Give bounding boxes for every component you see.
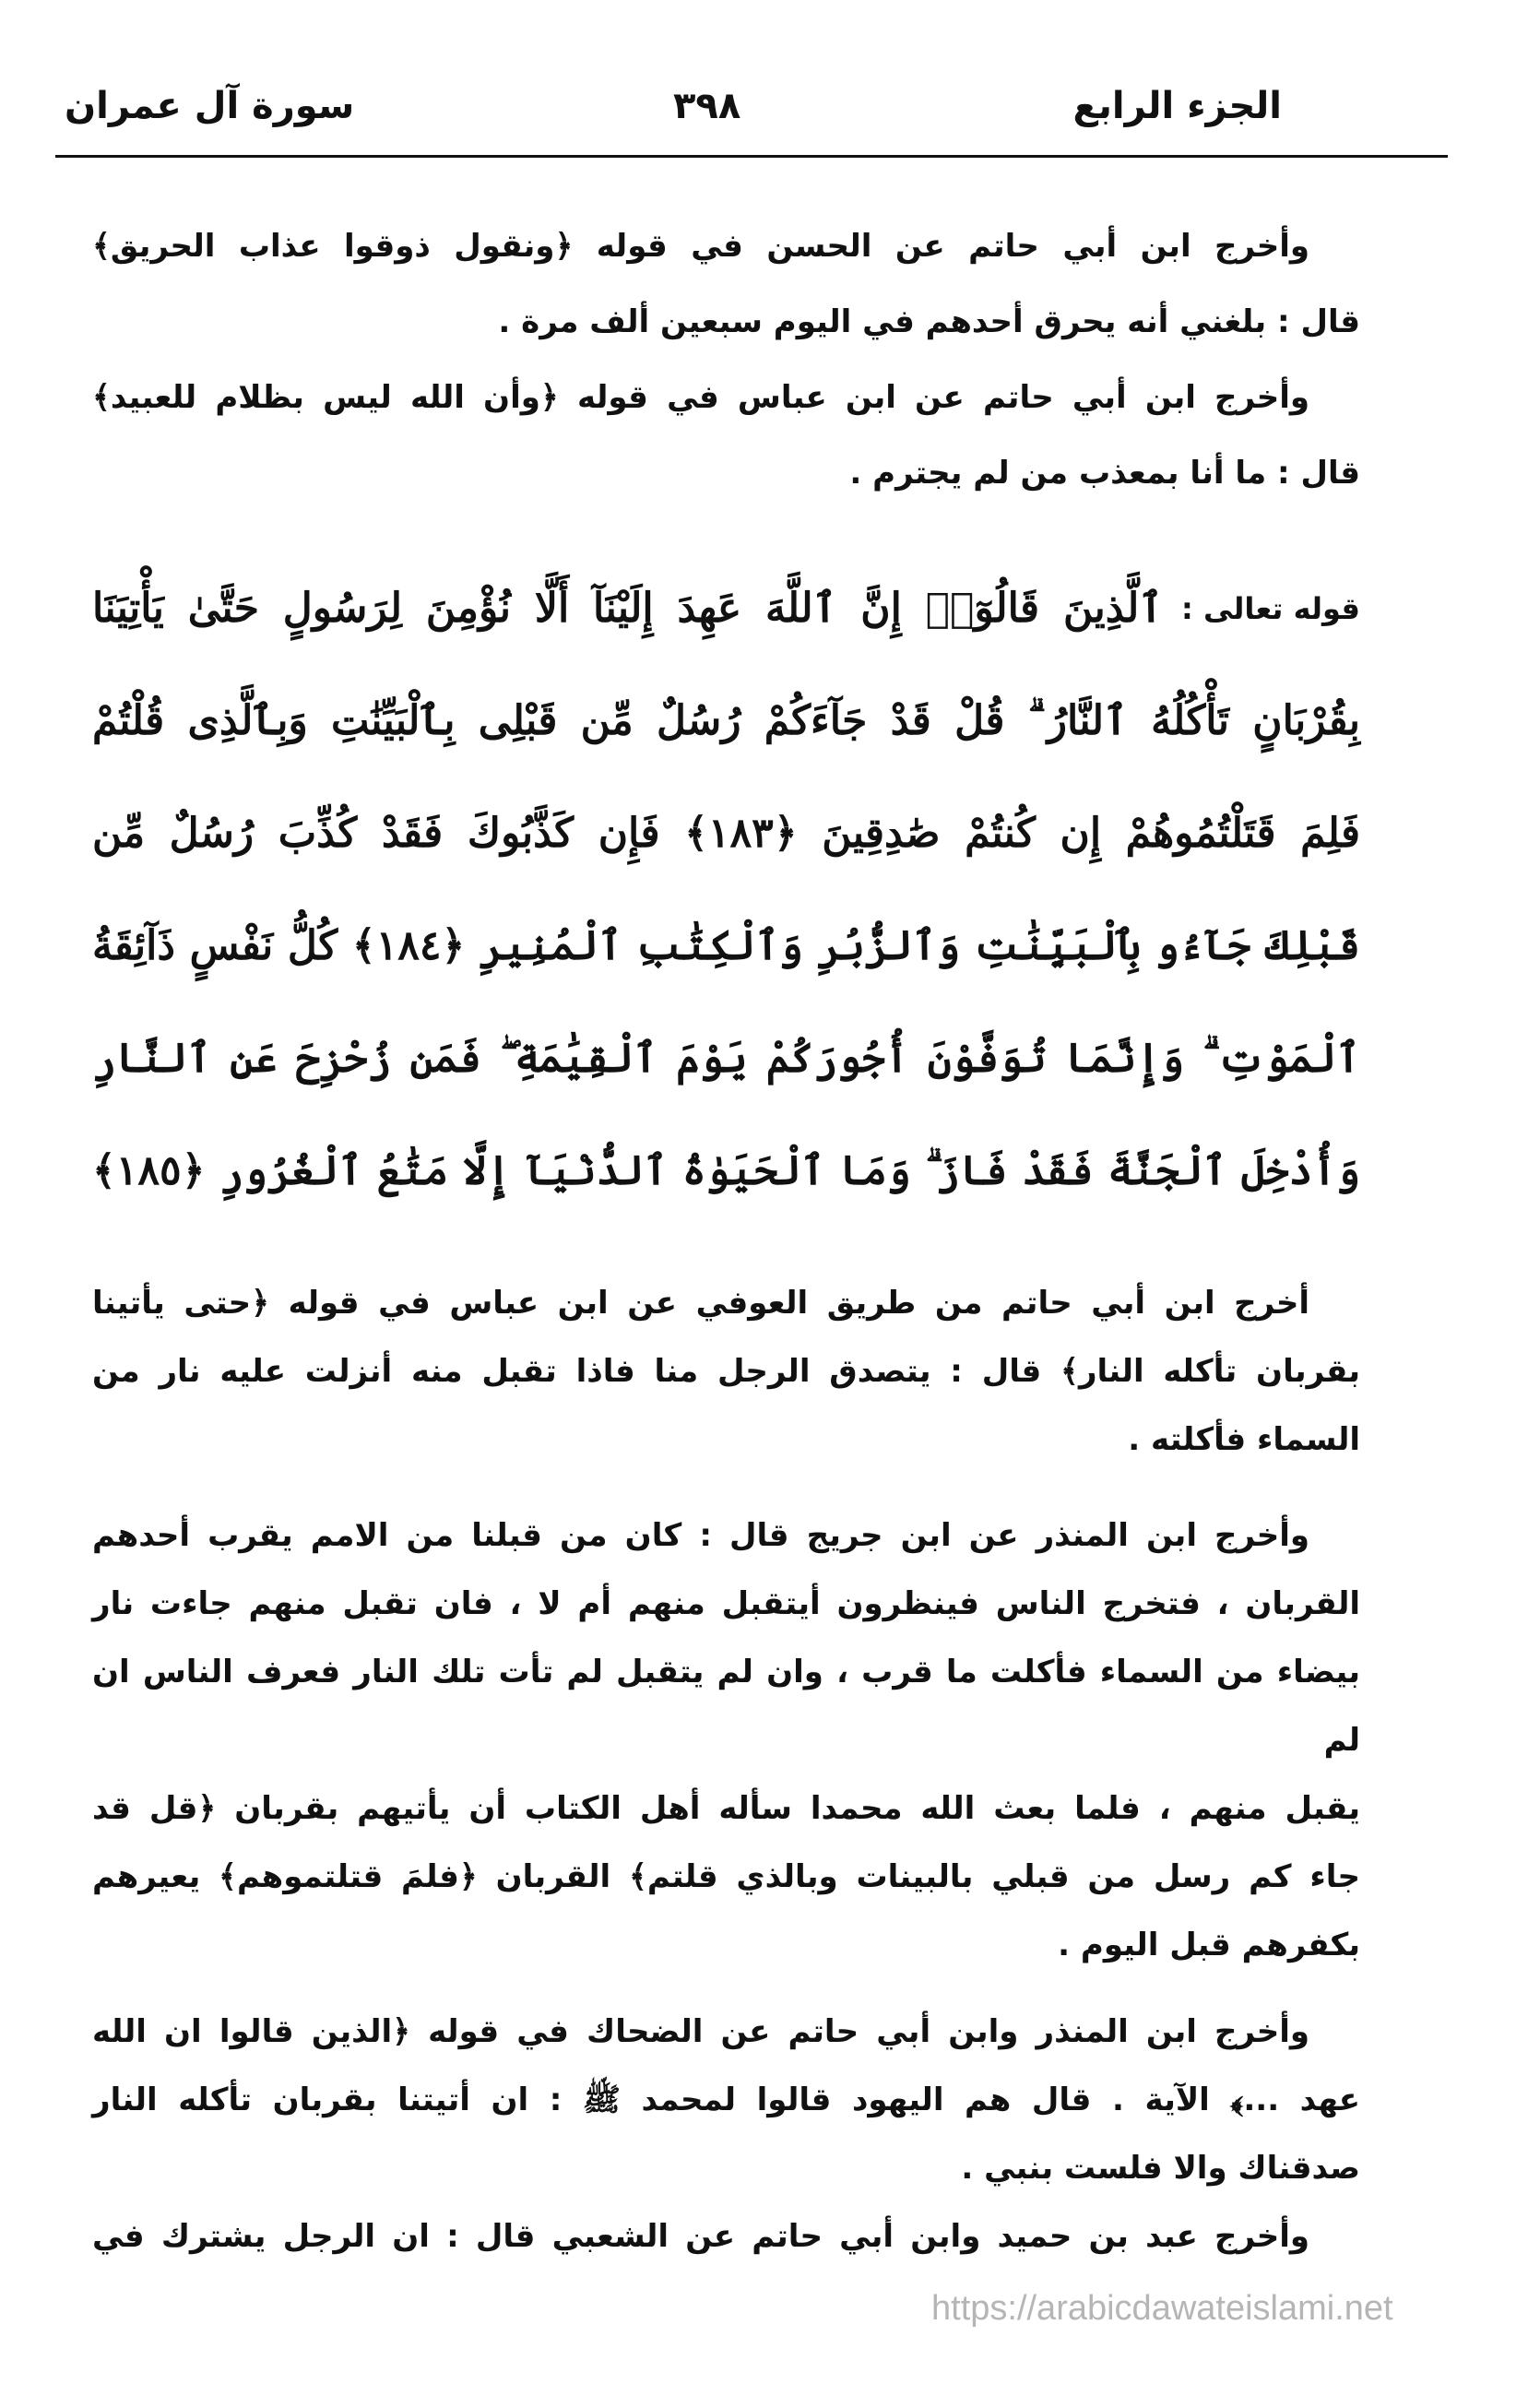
verse-line: ٱلَّذِينَ قَالُوٓا۟ إِنَّ ٱللَّهَ عَهِدَ إِلَيْنَآ أَلَّا نُؤْمِنَ لِرَسُولٍ حَتَّىٰ يَأْتِيَنَا	[92, 585, 1163, 632]
text-line: وأخرج ابن المنذر وابن أبي حاتم عن الضحاك في قوله ﴿الذين قالوا ان الله	[92, 2013, 1309, 2050]
header-rule	[55, 155, 1448, 158]
header-surah: سورة آل عمران	[65, 85, 355, 127]
paragraph-2	[92, 360, 1360, 511]
header-part: الجزء الرابع	[1072, 85, 1282, 127]
running-header	[65, 74, 1360, 158]
paragraph-5	[92, 1998, 1360, 2202]
text-line: قال : ما أنا بمعذب من لم يجترم .	[849, 455, 1360, 492]
text-line: بيضاء من السماء فأكلت ما قرب ، وان لم يتقبل لم تأت تلك النار فعرف الناس ان لم	[92, 1654, 1360, 1759]
paragraph-4	[92, 1501, 1360, 1979]
text-line: صدقناك والا فلست بنبي .	[961, 2150, 1360, 2187]
verse-line: فَلِمَ قَتَلْتُمُوهُمْ إِن كُنتُمْ صَٰدِقِينَ ﴿١٨٣﴾ فَإِن كَذَّبُوكَ فَقَدْ كُذِّبَ رُسُلٌ مِّن	[92, 810, 1360, 857]
paragraph-3	[92, 1269, 1360, 1474]
text-line: قال : بلغني أنه يحرق أحدهم في اليوم سبعين ألف مرة .	[498, 303, 1360, 340]
text-line: بكفرهم قبل اليوم .	[1058, 1927, 1360, 1963]
text-line: بقربان تأكله النار﴾ قال : يتصدق الرجل منا فاذا تقبل منه أنزلت عليه نار من	[92, 1353, 1360, 1390]
text-line: عهد ...﴾ الآية . قال هم اليهود قالوا لمحمد ﷺ : ان أتيتنا بقربان تأكله النار	[92, 2082, 1360, 2118]
paragraph-6	[92, 2202, 1360, 2271]
verse-line: بِقُرْبَانٍ تَأْكُلُهُ ٱلنَّارُ ۗ قُلْ قَدْ جَآءَكُمْ رُسُلٌ مِّن قَبْلِى بِٱلْبَيِّنَٰتِ وَبِٱلَّذِى قُلْتُمْ	[92, 697, 1360, 744]
text-line: وأخرج ابن المنذر عن ابن جريج قال : كان من قبلنا من الامم يقرب أحدهم	[92, 1517, 1309, 1554]
text-line: يقبل منهم ، فلما بعث الله محمدا سأله أهل الكتاب أن يأتيهم بقربان ﴿قل قد	[92, 1790, 1360, 1827]
verse-line: ٱلْمَوْتِ ۗ وَإِنَّمَا تُوَفَّوْنَ أُجُورَكُمْ يَوْمَ ٱلْقِيَٰمَةِ ۖ فَمَن زُحْزِحَ عَنِ ٱلنَّارِ	[92, 1035, 1360, 1082]
text-line: وأخرج ابن أبي حاتم عن ابن عباس في قوله ﴿وأن الله ليس بظلام للعبيد﴾	[92, 379, 1309, 416]
text-line: السماء فأكلته .	[1128, 1421, 1360, 1458]
page-number: ٣٩٨	[673, 85, 741, 127]
paragraph-1	[92, 208, 1360, 360]
watermark: https://arabicdawateislami.net	[931, 2289, 1393, 2328]
verse-line: وَأُدْخِلَ ٱلْجَنَّةَ فَقَدْ فَازَ ۗ وَمَا ٱلْحَيَوٰةُ ٱلدُّنْيَآ إِلَّا مَتَٰعُ ٱلْغُرُورِ ﴿١٨٥﴾	[92, 1147, 1360, 1194]
text-line: جاء كم رسل من قبلي بالبينات وبالذي قلتم﴾ القربان ﴿فلمَ قتلتموهم﴾ يعيرهم	[92, 1858, 1360, 1895]
text-line: أخرج ابن أبي حاتم من طريق العوفي عن ابن عباس في قوله ﴿حتى يأتينا	[92, 1285, 1309, 1322]
text-line: القربان ، فتخرج الناس فينظرون أيتقبل منهم أم لا ، فان تقبل منهم جاءت نار	[92, 1585, 1360, 1622]
verse-label: قوله تعالى :	[1181, 591, 1360, 626]
text-line: وأخرج عبد بن حميد وابن أبي حاتم عن الشعبي قال : ان الرجل يشترك في	[92, 2218, 1309, 2255]
text-line: وأخرج ابن أبي حاتم عن الحسن في قوله ﴿ونقول ذوقوا عذاب الحريق﴾	[92, 228, 1309, 265]
verse-line: قَبْلِكَ جَآءُو بِٱلْبَيِّنَٰتِ وَٱلزُّبُرِ وَٱلْكِتَٰبِ ٱلْمُنِيرِ ﴿١٨٤﴾ كُلُّ نَفْسٍ ذَآئِقَةُ	[92, 922, 1360, 969]
quran-verses	[92, 552, 1360, 1228]
